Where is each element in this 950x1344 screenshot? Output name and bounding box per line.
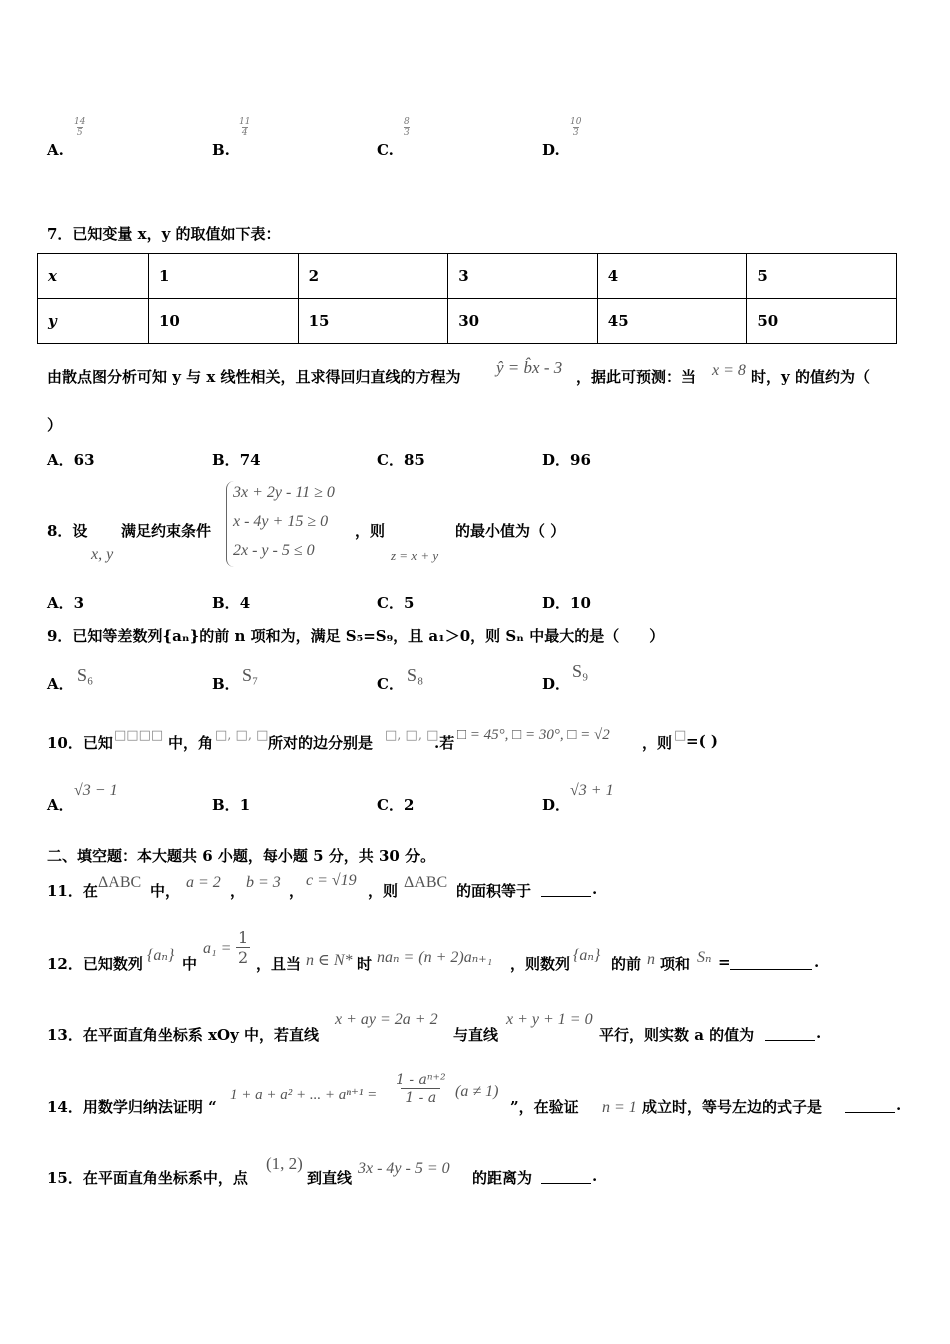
q11-answer-blank[interactable] — [541, 881, 591, 897]
q12-sequence: {aₙ} — [147, 947, 175, 964]
table-row — [38, 299, 897, 344]
q10-option-c: C．2 — [377, 796, 415, 814]
q8-option-b: B．4 — [212, 594, 251, 612]
q12-sequence-2: {aₙ} — [573, 947, 601, 964]
q11-text1: 11．在 — [47, 882, 98, 900]
q14-text1: 14．用数学归纳法证明 “ — [47, 1098, 217, 1116]
q6-option-a-num: 14 — [74, 117, 86, 127]
q12-answer-blank[interactable] — [730, 954, 812, 970]
q9-option-b-text: S₇ — [242, 665, 259, 685]
q10-condition: □ = 45°, □ = 30°, □ = √2 — [457, 727, 610, 743]
q15-point: (1, 2) — [266, 1154, 303, 1173]
q14-fraction-num: 1 - aⁿ⁺² — [396, 1072, 446, 1088]
q15-period: . — [592, 1167, 598, 1185]
q13-text3: 平行，则实数 a 的值为 — [599, 1026, 755, 1044]
q7-option-b: B．74 — [212, 451, 261, 469]
q10-option-d-label: D． — [542, 796, 571, 814]
q8-option-c: C．5 — [377, 594, 415, 612]
q13-line-1: x + ay = 2a + 2 — [335, 1011, 438, 1028]
q7-text3: 时，y 的值约为（ — [751, 368, 870, 386]
table-cell: 4 — [597, 254, 747, 299]
q14-fraction — [396, 1072, 446, 1106]
q15-text3: 的距离为 — [472, 1169, 533, 1187]
q7-table — [37, 253, 897, 344]
q6-option-a-fraction — [74, 110, 85, 139]
q8-objective: z = x + y — [391, 548, 439, 563]
q12-text3: ，且当 — [256, 955, 302, 973]
q7-stem: 7．已知变量 x，y 的取值如下表： — [47, 225, 281, 243]
q9-option-d-text: S₉ — [572, 661, 589, 681]
q10-sides-placeholder: □, □, □ — [385, 728, 439, 743]
q12-text7: 项和 — [660, 955, 691, 973]
table-cell: y — [38, 299, 149, 344]
q6-option-a-den: 5 — [76, 128, 83, 139]
section-heading-fill-in: 二、填空题：本大题共 6 小题，每小题 5 分，共 30 分。 — [47, 847, 436, 865]
q8-text2: ，则 — [355, 522, 386, 540]
q10-option-b: B．1 — [212, 796, 251, 814]
q11-text4: 的面积等于 — [456, 882, 532, 900]
q11-text3: ，则 — [368, 882, 399, 900]
q13-period: . — [816, 1024, 822, 1042]
q8-constraint-2: x - 4y + 15 ≥ 0 — [233, 513, 329, 530]
q11-triangle-2: ΔABC — [404, 874, 448, 891]
q14-text3: 成立时，等号左边的式子是 — [642, 1098, 823, 1116]
q8-vars: x, y — [91, 546, 114, 563]
q8-text3: 的最小值为（ ） — [455, 522, 566, 540]
q9-stem: 9．已知等差数列{aₙ}的前 n 项和为，满足 S₅=S₉，且 a₁＞0，则 Sₙ 中最大的是（ ） — [47, 627, 665, 645]
q14-n1: n = 1 — [602, 1099, 637, 1116]
q7-option-a: A．63 — [47, 451, 95, 469]
q10-option-a-label: A． — [47, 796, 74, 814]
q14-period: . — [896, 1096, 902, 1114]
q12-a1-den: 2 — [238, 948, 249, 967]
q9-option-c-text: S₈ — [407, 665, 424, 685]
q14-condition: (a ≠ 1) — [455, 1083, 499, 1100]
q10-text3: 所对的边分别是 — [268, 734, 374, 752]
q7-condition: x = 8 — [712, 362, 746, 379]
q12-text4: 时 — [357, 955, 373, 973]
q12-recurrence: naₙ = (n + 2)aₙ₊₁ — [377, 949, 493, 966]
q11-side-c: c = √19 — [306, 872, 357, 889]
q13-text2: 与直线 — [453, 1026, 499, 1044]
q11-side-a: a = 2 — [186, 874, 221, 891]
table-cell: 2 — [298, 254, 448, 299]
q11-text2: 中， — [150, 882, 181, 900]
table-cell: 3 — [448, 254, 598, 299]
q6-option-c-den: 3 — [404, 128, 410, 139]
table-cell: 30 — [448, 299, 598, 344]
q9-option-b-label: B． — [212, 675, 240, 693]
q13-answer-blank[interactable] — [765, 1025, 815, 1041]
table-cell: 5 — [747, 254, 897, 299]
q7-formula: ŷ = b̂x - 3 — [496, 358, 563, 377]
table-cell: 10 — [149, 299, 299, 344]
q6-option-c-label: C. — [377, 141, 394, 159]
q6-option-a-label: A. — [47, 141, 64, 159]
table-cell: 15 — [298, 299, 448, 344]
q9-option-a-label: A． — [47, 675, 74, 693]
q12-a1-num: 1 — [238, 928, 249, 947]
q10-triangle-placeholder: □□□□ — [114, 728, 164, 743]
q7-text1: 由散点图分析可知 y 与 x 线性相关，且求得回归直线的方程为 — [47, 368, 461, 386]
q15-line: 3x - 4y - 5 = 0 — [358, 1160, 450, 1177]
q6-option-d-label: D. — [542, 141, 560, 159]
q11-side-b: b = 3 — [246, 874, 281, 891]
q7-close-paren: ） — [47, 416, 63, 434]
q12-period: . — [814, 953, 820, 971]
q6-option-b-fraction — [239, 110, 250, 139]
q12-text2: 中 — [182, 955, 198, 973]
q6-option-b-num: 11 — [239, 117, 251, 127]
q9-option-d-label: D． — [542, 675, 571, 693]
q8-text1: 满足约束条件 — [121, 522, 212, 540]
q11-comma-1: ， — [230, 882, 246, 900]
q12-a1-fraction — [236, 928, 250, 967]
q6-option-b-label: B. — [212, 141, 230, 159]
q12-text5: ，则数列 — [510, 955, 571, 973]
table-cell: 1 — [149, 254, 299, 299]
q8-constraint-1: 3x + 2y - 11 ≥ 0 — [233, 484, 335, 501]
q10-option-a-text: √3 − 1 — [74, 782, 118, 799]
q6-option-c-fraction — [404, 110, 410, 139]
q12-text1: 12．已知数列 — [47, 955, 143, 973]
q8-option-a: A．3 — [47, 594, 85, 612]
q8-constraint-3: 2x - y - 5 ≤ 0 — [233, 542, 315, 559]
q13-text1: 13．在平面直角坐标系 xOy 中，若直线 — [47, 1026, 320, 1044]
q12-text6: 的前 — [611, 955, 642, 973]
q15-text1: 15．在平面直角坐标系中，点 — [47, 1169, 248, 1187]
q6-option-d-num: 10 — [570, 117, 582, 127]
q11-period: . — [592, 880, 598, 898]
table-row — [38, 254, 897, 299]
q12-text8: = — [718, 953, 731, 971]
table-cell: 50 — [747, 299, 897, 344]
q8-number: 8．设 — [47, 522, 88, 540]
q13-line-2: x + y + 1 = 0 — [506, 1011, 593, 1028]
q14-fraction-den: 1 - a — [401, 1088, 440, 1106]
q9-option-a-text: S₆ — [77, 665, 94, 685]
q10-option-d-text: √3 + 1 — [570, 782, 614, 799]
q12-n: n — [647, 951, 655, 968]
table-cell: x — [38, 254, 149, 299]
q15-answer-blank[interactable] — [541, 1168, 591, 1184]
q9-option-c-label: C． — [377, 675, 404, 693]
q11-comma-2: ， — [289, 882, 305, 900]
q10-text2: 中，角 — [168, 734, 214, 752]
q14-answer-blank[interactable] — [845, 1097, 895, 1113]
q12-a1: a₁ = — [203, 940, 232, 957]
q10-text5: ，则 — [642, 734, 673, 752]
table-cell: 45 — [597, 299, 747, 344]
q10-text6: =( ) — [686, 732, 718, 750]
q15-text2: 到直线 — [307, 1169, 353, 1187]
q6-option-b-den: 4 — [241, 128, 248, 139]
q14-lhs: 1 + a + a² + ... + aⁿ⁺¹ = — [230, 1087, 378, 1103]
q6-option-d-den: 3 — [572, 128, 579, 139]
q12-condition: n ∈ N* — [306, 952, 353, 969]
q12-sn: Sₙ — [697, 949, 712, 966]
q10-unknown-placeholder: □ — [674, 728, 687, 743]
q7-option-c: C．85 — [377, 451, 425, 469]
q7-option-d: D．96 — [542, 451, 591, 469]
q11-triangle: ΔABC — [98, 874, 142, 891]
q10-text1: 10．已知 — [47, 734, 113, 752]
q6-option-c-num: 8 — [404, 117, 410, 127]
q6-option-d-fraction — [570, 110, 581, 139]
q7-text2: ，据此可预测：当 — [576, 368, 697, 386]
q8-option-d: D．10 — [542, 594, 591, 612]
q14-text2: ”，在验证 — [510, 1098, 579, 1116]
q10-text4: .若 — [434, 734, 455, 752]
q10-angles-placeholder: □, □, □ — [215, 728, 269, 743]
